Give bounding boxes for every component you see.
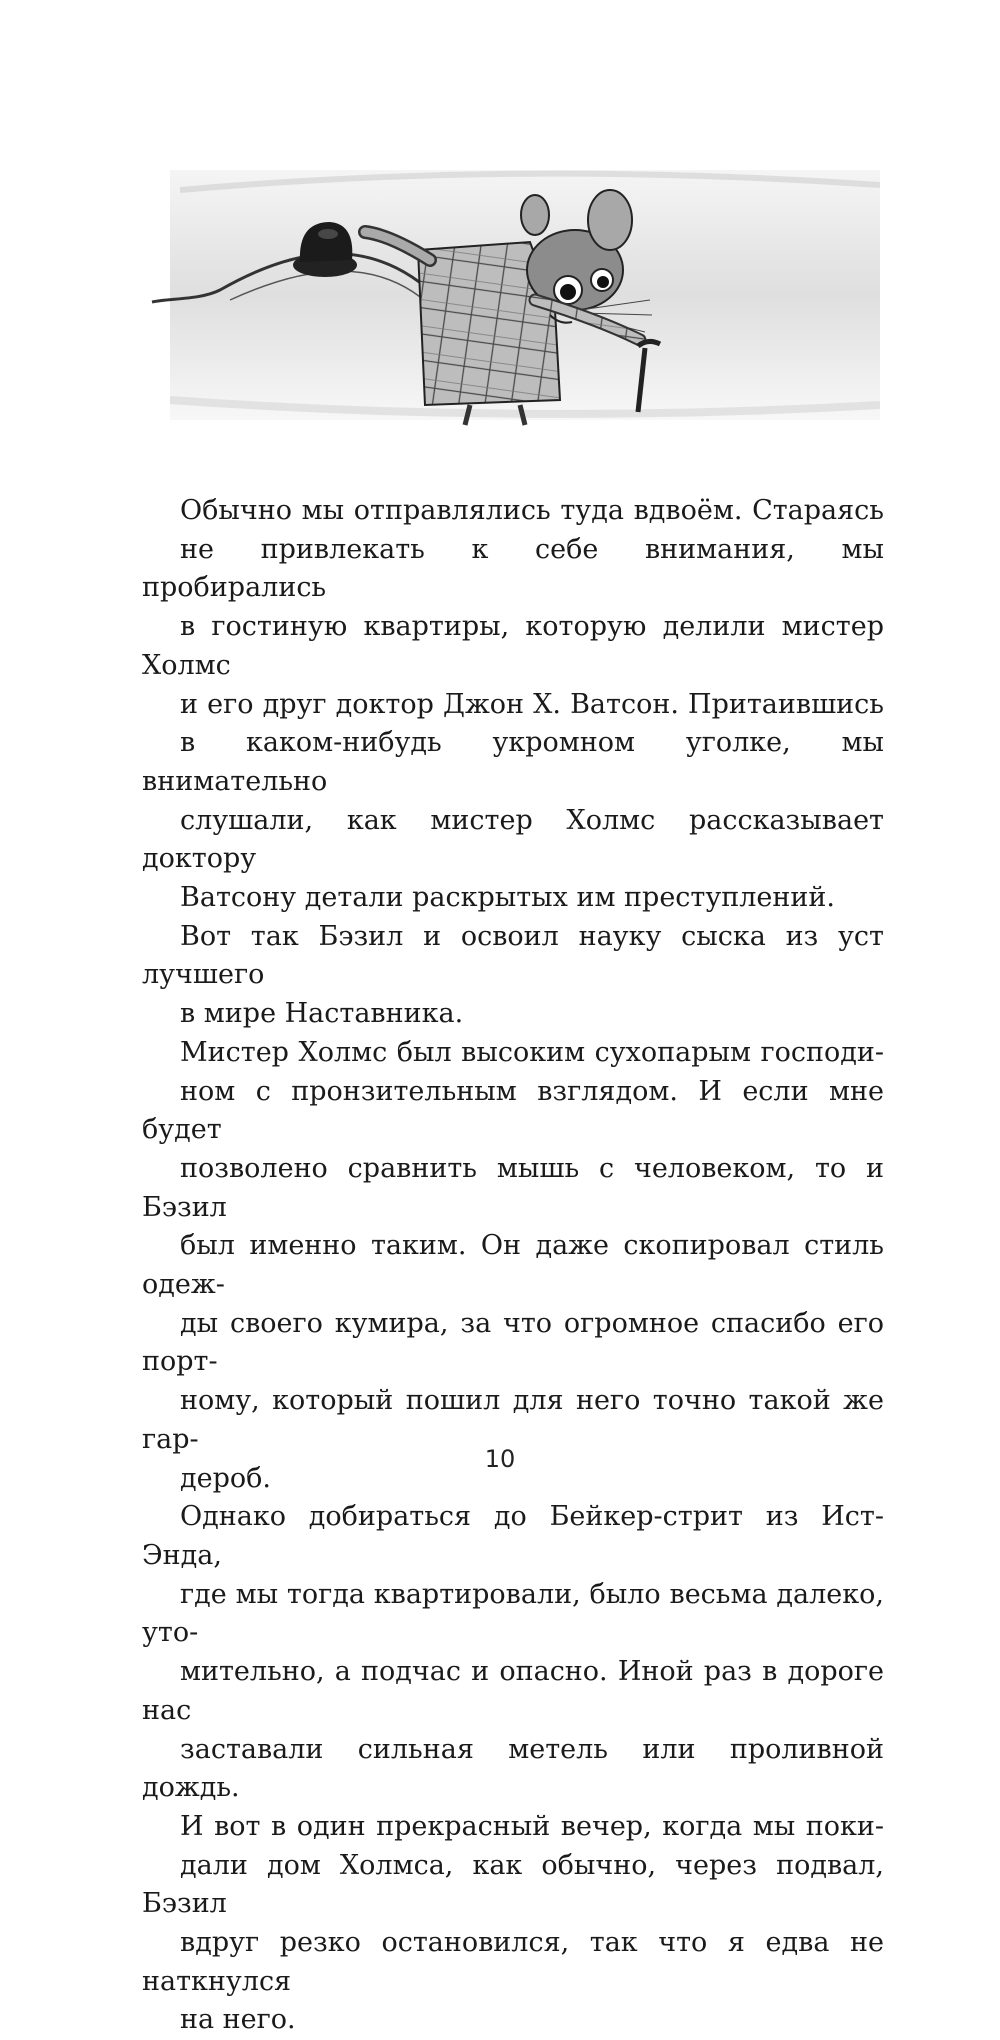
mouse-illustration [140,150,880,440]
text-line: Вот так Бэзил и освоил науку сыска из уст лучшего [142,920,884,991]
text-line: заставали сильная метель или проливной дождь. [142,1733,884,1804]
paragraph [142,1034,884,1498]
text-line: слушали, как мистер Холмс рассказывает доктору [142,804,884,875]
text-line: ному, который пошил для него точно такой же гар- [142,1385,884,1455]
page-number: 10 [484,1445,516,1473]
text-line: Обычно мы отправлялись туда вдвоём. Стараясь [180,495,884,526]
text-line: позволено сравнить мышь с человеком, то и Бэзил [142,1152,884,1223]
text-line: в каком-нибудь укромном уголке, мы внимательно [142,727,884,797]
paragraph [142,492,884,918]
text-line: вдруг резко остановился, так что я едва не наткнулся [142,1927,884,1997]
text-line: мительно, а подчас и опасно. Иной раз в дороге нас [142,1656,884,1726]
text-line: И вот в один прекрасный вечер, когда мы поки- [180,1810,884,1842]
text-line: и его друг доктор Джон Х. Ватсон. Притаившись [180,688,884,720]
text-line: где мы тогда квартировали, было весьма далеко, уто- [142,1578,884,1649]
paragraph [142,1498,884,1808]
text-line: дали дом Холмса, как обычно, через подвал, Бэзил [142,1849,884,1920]
paragraph [142,918,884,1034]
body-text [142,492,884,2040]
illustration [140,150,880,440]
text-line: в мире Наставника. [180,998,464,1030]
text-line: на него. [180,2004,296,2036]
text-line: дероб. [180,1462,271,1494]
text-line: Однако добираться до Бейкер-стрит из Ист-Энда, [142,1501,884,1571]
text-line: ды своего кумира, за что огромное спасибо его порт- [142,1307,884,1378]
text-line: был именно таким. Он даже скопировал стиль одеж- [142,1230,884,1301]
text-line: в гостиную квартиры, которую делили мистер Холмс [142,611,884,681]
text-line: Ватсону детали раскрытых им преступлений. [180,882,835,914]
text-line: Мистер Холмс был высоким сухопарым господи- [180,1036,884,1068]
paragraph [142,1808,884,2040]
text-line: ном с пронзительным взглядом. И если мне будет [142,1075,884,1146]
text-line: не привлекать к себе внимания, мы пробирались [142,533,884,604]
